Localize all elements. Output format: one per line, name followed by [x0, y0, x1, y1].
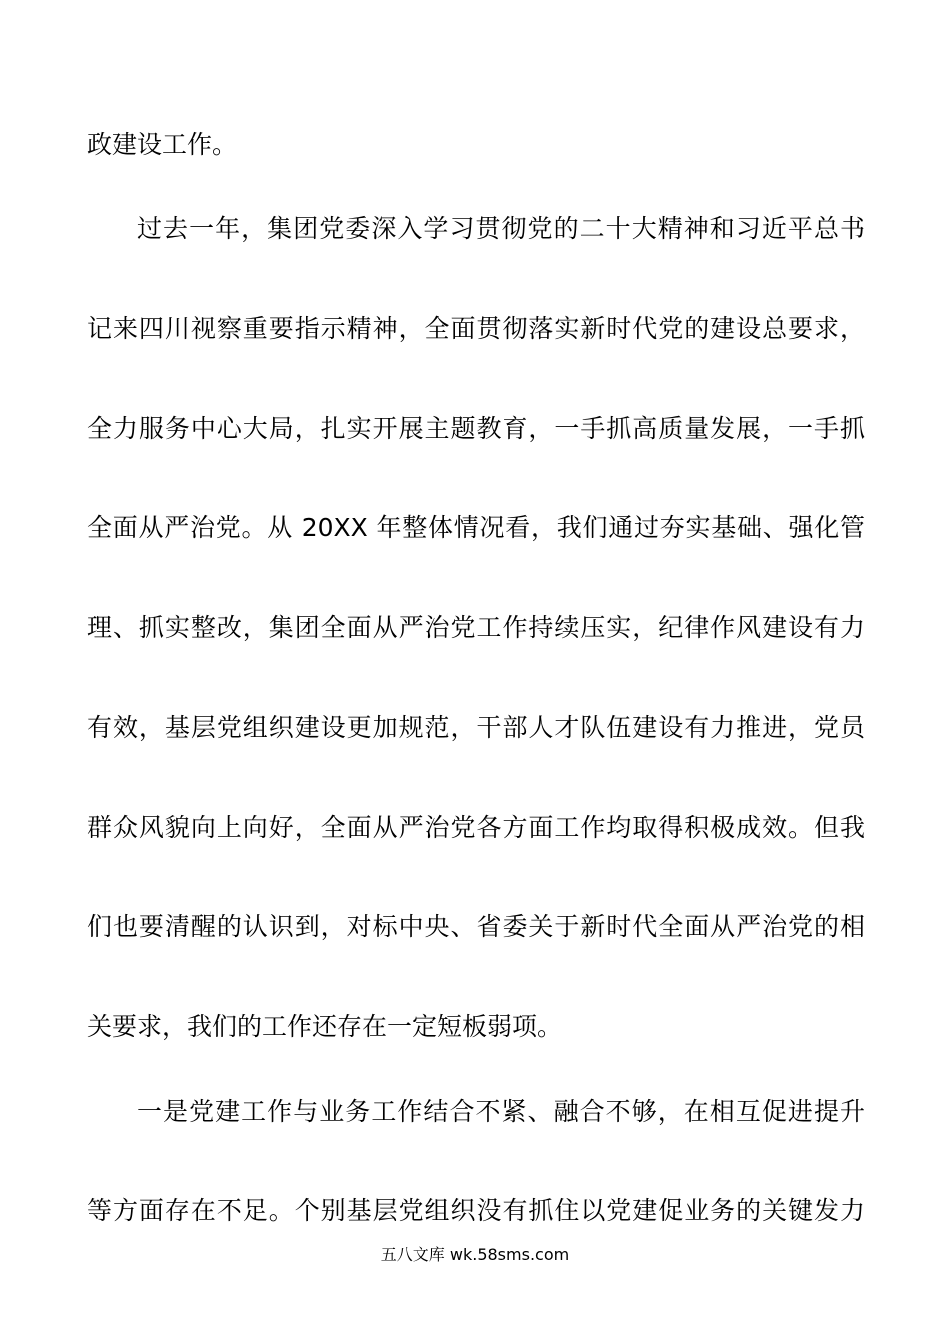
text-line-12: 等方面存在不足。个别基层党组织没有抓住以党建促业务的关键发力: [87, 1196, 865, 1225]
text-line-7: 有效，基层党组织建设更加规范，干部人才队伍建设有力推进，党员: [87, 713, 865, 742]
text-line-1: 政建设工作。: [87, 130, 238, 159]
text-line-6: 理、抓实整改，集团全面从严治党工作持续压实，纪律作风建设有力: [87, 613, 865, 642]
text-line-4: 全力服务中心大局，扎实开展主题教育，一手抓高质量发展，一手抓: [87, 414, 865, 443]
text-line-10: 关要求，我们的工作还存在一定短板弱项。: [87, 1012, 563, 1041]
footer-watermark: 五八文库 wk.58sms.com: [380, 1245, 570, 1264]
text-line-9: 们也要清醒的认识到，对标中央、省委关于新时代全面从严治党的相: [87, 912, 865, 941]
text-line-3: 记来四川视察重要指示精神，全面贯彻落实新时代党的建设总要求，: [87, 314, 865, 343]
text-line-11: 一是党建工作与业务工作结合不紧、融合不够，在相互促进提升: [137, 1097, 865, 1126]
text-line-8: 群众风貌向上向好，全面从严治党各方面工作均取得积极成效。但我: [87, 813, 865, 842]
text-line-2: 过去一年，集团党委深入学习贯彻党的二十大精神和习近平总书: [137, 214, 865, 243]
text-line-5: 全面从严治党。从 20XX 年整体情况看，我们通过夯实基础、强化管: [87, 513, 865, 542]
